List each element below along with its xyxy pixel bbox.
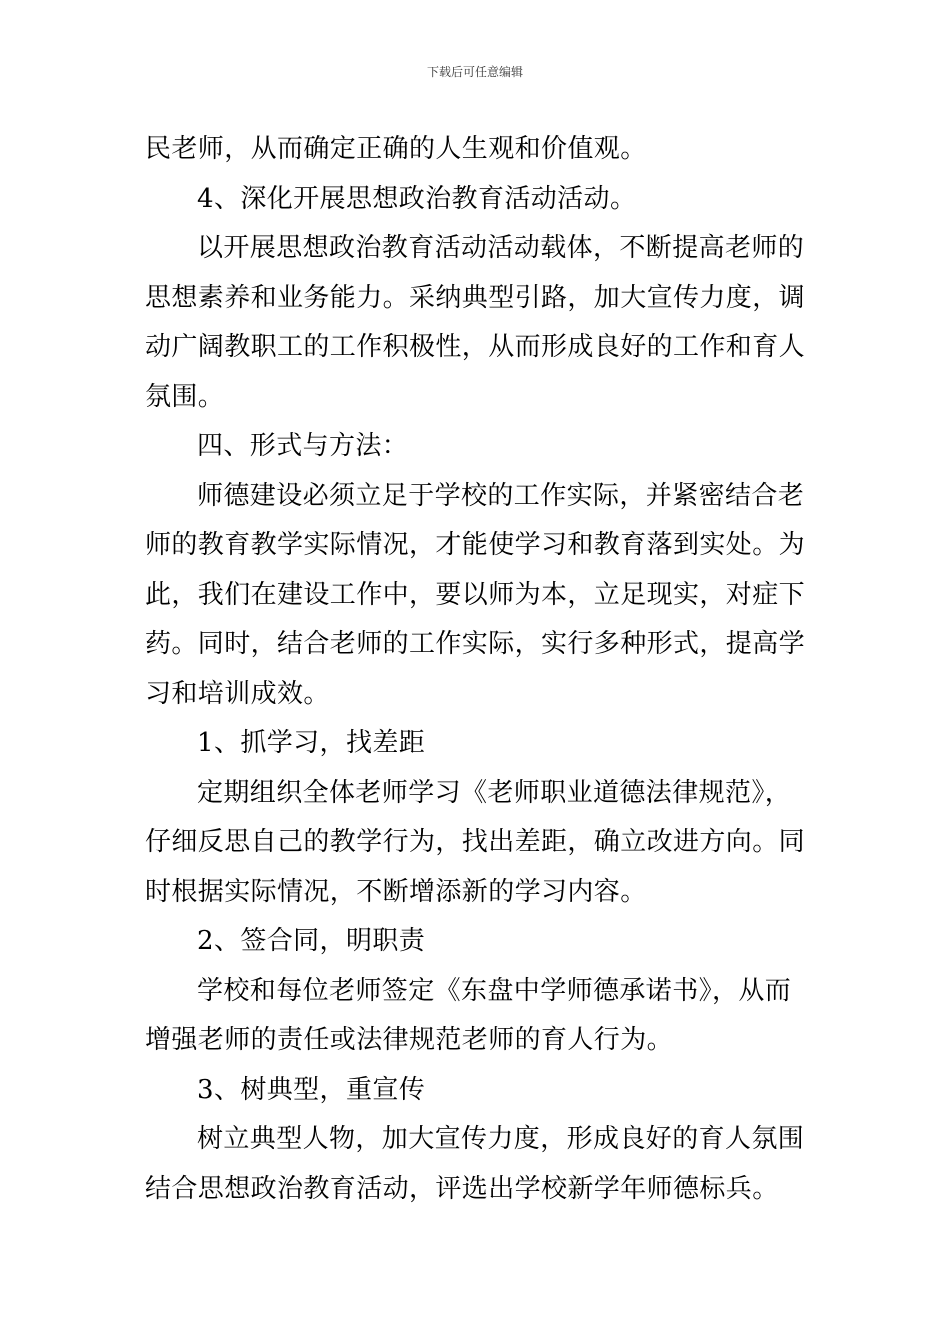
document-body <box>145 125 805 1214</box>
text-line: 此，我们在建设工作中，要以师为本，立足现实，对症下 <box>145 579 806 610</box>
text-line: 结合思想政治教育活动，评选出学校新学年师德标兵。 <box>145 1173 779 1204</box>
subsection-heading: 1、抓学习，找差距 <box>197 728 426 758</box>
text-line: 学校和每位老师签定《东盘中学师德承诺书》，从而 <box>197 975 792 1006</box>
page-header-note: 下载后可任意编辑 <box>426 65 523 79</box>
text-line: 思想素养和业务能力。采纳典型引路，加大宣传力度，调 <box>145 282 806 313</box>
text-line: 师的教育教学实际情况，才能使学习和教育落到实处。为 <box>145 530 806 560</box>
text-line: 增强老师的责任或法律规范老师的育人行为。 <box>145 1025 674 1055</box>
text-line: 树立典型人物，加大宣传力度，形成良好的育人氛围 <box>197 1124 805 1154</box>
text-line: 4、深化开展思想政治教育活动活动。 <box>197 183 637 214</box>
text-line: 药。同时，结合老师的工作实际，实行多种形式，提高学 <box>145 629 806 659</box>
text-line: 时根据实际情况，不断增添新的学习内容。 <box>145 876 647 907</box>
text-line: 氛围。 <box>145 381 225 412</box>
text-line: 以开展思想政治教育活动活动载体，不断提高老师的 <box>197 233 805 263</box>
text-line: 动广阔教职工的工作积极性，从而形成良好的工作和育人 <box>145 332 806 362</box>
text-line: 师德建设必须立足于学校的工作实际，并紧密结合老 <box>197 480 805 511</box>
subsection-heading: 3、树典型，重宣传 <box>197 1074 426 1105</box>
text-line: 习和培训成效。 <box>145 678 330 709</box>
text-line: 民老师，从而确定正确的人生观和价值观。 <box>145 134 647 164</box>
subsection-heading: 2、签合同，明职责 <box>197 926 426 956</box>
section-heading: 四、形式与方法： <box>197 431 409 461</box>
text-line: 仔细反思自己的教学行为，找出差距，确立改进方向。同 <box>145 827 806 857</box>
text-line: 定期组织全体老师学习《老师职业道德法律规范》， <box>197 777 792 808</box>
